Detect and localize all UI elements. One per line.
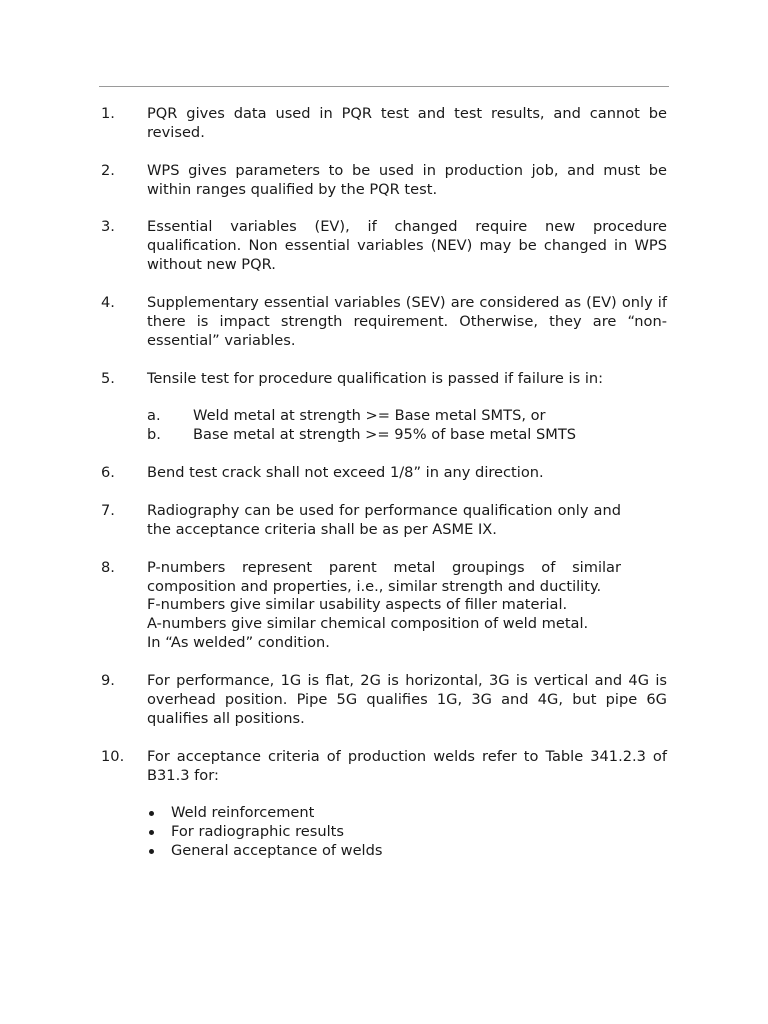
item-number: 8. [101, 558, 115, 576]
bullet-item [147, 842, 667, 861]
list-item [101, 559, 667, 654]
list-item [101, 105, 667, 143]
sub-item-text: Weld metal at strength >= Base metal SMTS, or [193, 407, 546, 425]
bullet-text: General acceptance of welds [171, 842, 383, 860]
bullet-item [147, 823, 667, 842]
list-item [101, 162, 667, 200]
header-rule [99, 86, 669, 87]
sub-item [147, 407, 667, 426]
list-item [101, 464, 667, 483]
list-item [101, 748, 667, 861]
item-number: 1. [101, 105, 115, 122]
list-item [101, 672, 667, 729]
list-item [101, 502, 667, 540]
bullet-list [147, 804, 667, 861]
item-text: WPS gives parameters to be used in production job, and must be within ranges qualified by the PQR test. [147, 161, 667, 198]
bullet-icon [147, 842, 171, 861]
item-text: Tensile test for procedure qualification is passed if failure is in: [147, 369, 604, 387]
bullet-text: For radiographic results [171, 823, 344, 841]
item-number: 10. [101, 747, 125, 765]
list-item [101, 294, 667, 351]
sub-list [147, 407, 667, 445]
item-number: 7. [101, 501, 115, 519]
item-number: 9. [101, 672, 115, 690]
item-text: Bend test crack shall not exceed 1/8” in any direction. [147, 464, 544, 482]
item-text: For performance, 1G is flat, 2G is horizontal, 3G is vertical and 4G is overhead position. Pipe 5G qualifies 1G, 3G and 4G, but pipe 6G qualifies all positions. [147, 672, 667, 727]
item-text: Essential variables (EV), if changed require new procedure qualification. Non essential variables (NEV) may be changed in WPS without new PQR. [147, 218, 667, 274]
list-item [101, 370, 667, 446]
item-number: 5. [101, 369, 115, 387]
item-extra-line: A-numbers give similar chemical composition of weld metal. [147, 615, 589, 633]
bullet-icon [147, 823, 171, 842]
list-item [101, 218, 667, 275]
item-extra-line: In “As welded” condition. [147, 634, 330, 652]
item-text: P-numbers represent parent metal groupings of similar composition and properties, i.e., similar strength and ductility. [147, 558, 621, 595]
sub-item [147, 426, 667, 445]
item-text: PQR gives data used in PQR test and test results, and cannot be revised. [147, 105, 667, 141]
sub-item-text: Base metal at strength >= 95% of base metal SMTS [193, 426, 577, 444]
bullet-item [147, 804, 667, 823]
item-number: 4. [101, 294, 115, 312]
item-text: Radiography can be used for performance qualification only and the acceptance criteria shall be as per ASME IX. [147, 501, 621, 538]
bullet-text: Weld reinforcement [171, 804, 315, 822]
item-number: 2. [101, 161, 115, 179]
item-number: 6. [101, 464, 115, 482]
item-text: For acceptance criteria of production welds refer to Table 341.2.3 of B31.3 for: [147, 747, 667, 784]
item-extra-line: F-numbers give similar usability aspects of filler material. [147, 596, 568, 614]
item-text: Supplementary essential variables (SEV) are considered as (EV) only if there is impact strength requirement. Otherwise, they are “non-essential” variables. [147, 294, 667, 349]
numbered-list [101, 105, 667, 880]
sub-item-letter: b. [147, 426, 161, 444]
sub-item-letter: a. [147, 407, 161, 425]
bullet-icon [147, 804, 171, 823]
item-number: 3. [101, 218, 115, 236]
